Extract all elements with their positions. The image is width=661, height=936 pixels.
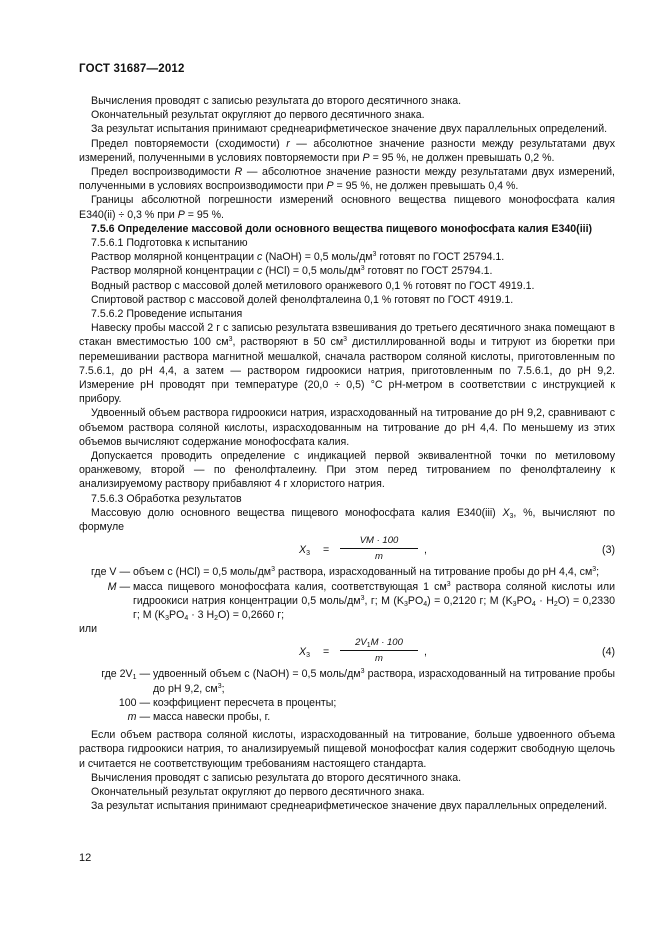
definitions-list <box>79 565 615 622</box>
fraction: VM · 100 m <box>334 534 424 563</box>
paragraph: Раствор молярной концентрации c (NaOH) = 0,5 моль/$дм^3$ готовят по ГОСТ 25794.1. <box>91 251 505 264</box>
formula-3: $X_3$ = VM · 100 m , (3) <box>299 535 615 563</box>
fraction: $2V_1M \cdot 100$ m <box>334 636 424 665</box>
paragraph: Раствор молярной концентрации c (HCl) = 0,5 моль/$дм^3$ готовят по ГОСТ 25794.1. <box>91 265 493 278</box>
paragraph: Удвоенный объем раствора гидроокиси натрия, израсходованный на титрование до pH 9,2, сравнивают с объемом раствора соляной кислоты, израсходованным на титрование до pH 4,4. По меньшему из этих объемов вычисляют содержание монофосфата калия. <box>79 407 615 448</box>
paragraph: Предел воспроизводимости R — абсолютное значение разности между результатами двух измерений, полученными в условиях воспроизводимости при P = 95 %, не должен превышать 0,4 %. <box>79 166 615 193</box>
paragraph: Вычисления проводят с записью результата до второго десятичного знака. <box>91 95 462 107</box>
paragraph: За результат испытания принимают среднеарифметическое значение двух параллельных определений. <box>91 800 608 813</box>
formula-number: (4) <box>602 646 615 659</box>
paragraph: Навеску пробы массой 2 г с записью результата взвешивания до третьего десятичного знака помещают в стакан вместимостью 100 $см^3$, растворяют в 50 $см^3$ дистиллированной воды и титруют из бюретки при перемешивании раствора магнитной мешалкой, сначала раствором соляной кислоты, приготовленным по 7.5.6.1, до pH 4,4, а затем — раствором гидроокиси натрия, приготовленным по 7.5.6.1, до pH 9,2. Измерение pH проводят при температуре (20,0 ÷ 0,5) °С pH-метром в соответствии с инструкцией к прибору. <box>79 322 616 406</box>
document-header: ГОСТ 31687—2012 <box>79 63 185 75</box>
paragraph: Окончательный результат округляют до первого десятичного знака. <box>91 109 425 122</box>
section-heading: 7.5.6 Определение массовой доли основного вещества пищевого монофосфата калия Е340(iii) <box>91 222 593 235</box>
formula-number: (3) <box>602 544 615 557</box>
paragraph: Водный раствор с массовой долей метилового оранжевого 0,1 % готовят по ГОСТ 4919.1. <box>91 279 535 292</box>
paragraph: Если объем раствора соляной кислоты, израсходованный на титрование, больше удвоенного объема раствора гидроокиси натрия, то анализируемый пищевой монофосфат калия содержит свободную щелочь и считается не соответствующим требованиям настоящего стандарта. <box>79 729 615 770</box>
document-body <box>79 94 615 813</box>
paragraph: За результат испытания принимают среднеарифметическое значение двух параллельных определений. <box>91 123 608 136</box>
subsection-heading: 7.5.6.3 Обработка результатов <box>91 492 242 505</box>
paragraph: или <box>79 623 98 636</box>
paragraph: Допускается проводить определение с индикацией первой эквивалентной точки по метиловому оранжевому, второй — по фенолфталеину. При этом перед титрованием по фенолфталеину к анализируемому раствору прибавляют 4 г хлористого натрия. <box>79 450 615 491</box>
definitions-list <box>79 667 615 724</box>
page-number: 12 <box>79 852 92 864</box>
formula-4: $X_3$ = $2V_1M \cdot 100$ m , (4) <box>299 637 615 665</box>
definition-item: M — масса пищевого монофосфата калия, соответствующая 1 $см^3$ раствора соляной кислоты или гидроокиси натрия концентрации 0,5 моль/$дм^3$, г; M $(K_3PO_4) = 0,2120$ г; M $(K_3PO_4 \cdot H_2O) = 0,2330$ г; M ($K_3PO_4 \cdot 3$ $H_2O) = 0,2660$ г; <box>107 580 615 622</box>
definition-item: где $2V_1$ — удвоенный объем c (NaOH) = 0,5 моль/$дм^3$ раствора, израсходованный на титрование пробы до pH 9,2, $см^3$; <box>101 668 615 695</box>
subsection-heading: 7.5.6.1 Подготовка к испытанию <box>91 237 248 250</box>
definition-item: 100 — коэффициент пересчета в проценты; <box>118 696 337 709</box>
paragraph: Окончательный результат округляют до первого десятичного знака. <box>91 785 425 798</box>
subsection-heading: 7.5.6.2 Проведение испытания <box>91 308 243 321</box>
paragraph: Предел повторяемости (сходимости) r — абсолютное значение разности между результатами двух измерений, полученными в условиях повторяемости при P = 95 %, не должен превышать 0,2 %. <box>79 137 615 164</box>
paragraph: Спиртовой раствор с массовой долей фенолфталеина 0,1 % готовят по ГОСТ 4919.1. <box>91 293 514 306</box>
paragraph: Вычисления проводят с записью результата до второго десятичного знака. <box>91 771 462 784</box>
definition-item: где V — объем c (HCl) = 0,5 моль/$дм^3$ раствора, израсходованный на титрование пробы до pH 4,4, $см^3$; <box>91 566 600 579</box>
definition-item: m — масса навески пробы, г. <box>127 710 271 723</box>
paragraph: Массовую долю основного вещества пищевого монофосфата калия Е340(iii) $X_3$, %, вычисляют по формуле <box>79 506 615 534</box>
paragraph: Границы абсолютной погрешности измерений основного вещества пищевого монофосфата калия Е340(ii) ÷ 0,3 % при P = 95 %. <box>79 194 615 221</box>
